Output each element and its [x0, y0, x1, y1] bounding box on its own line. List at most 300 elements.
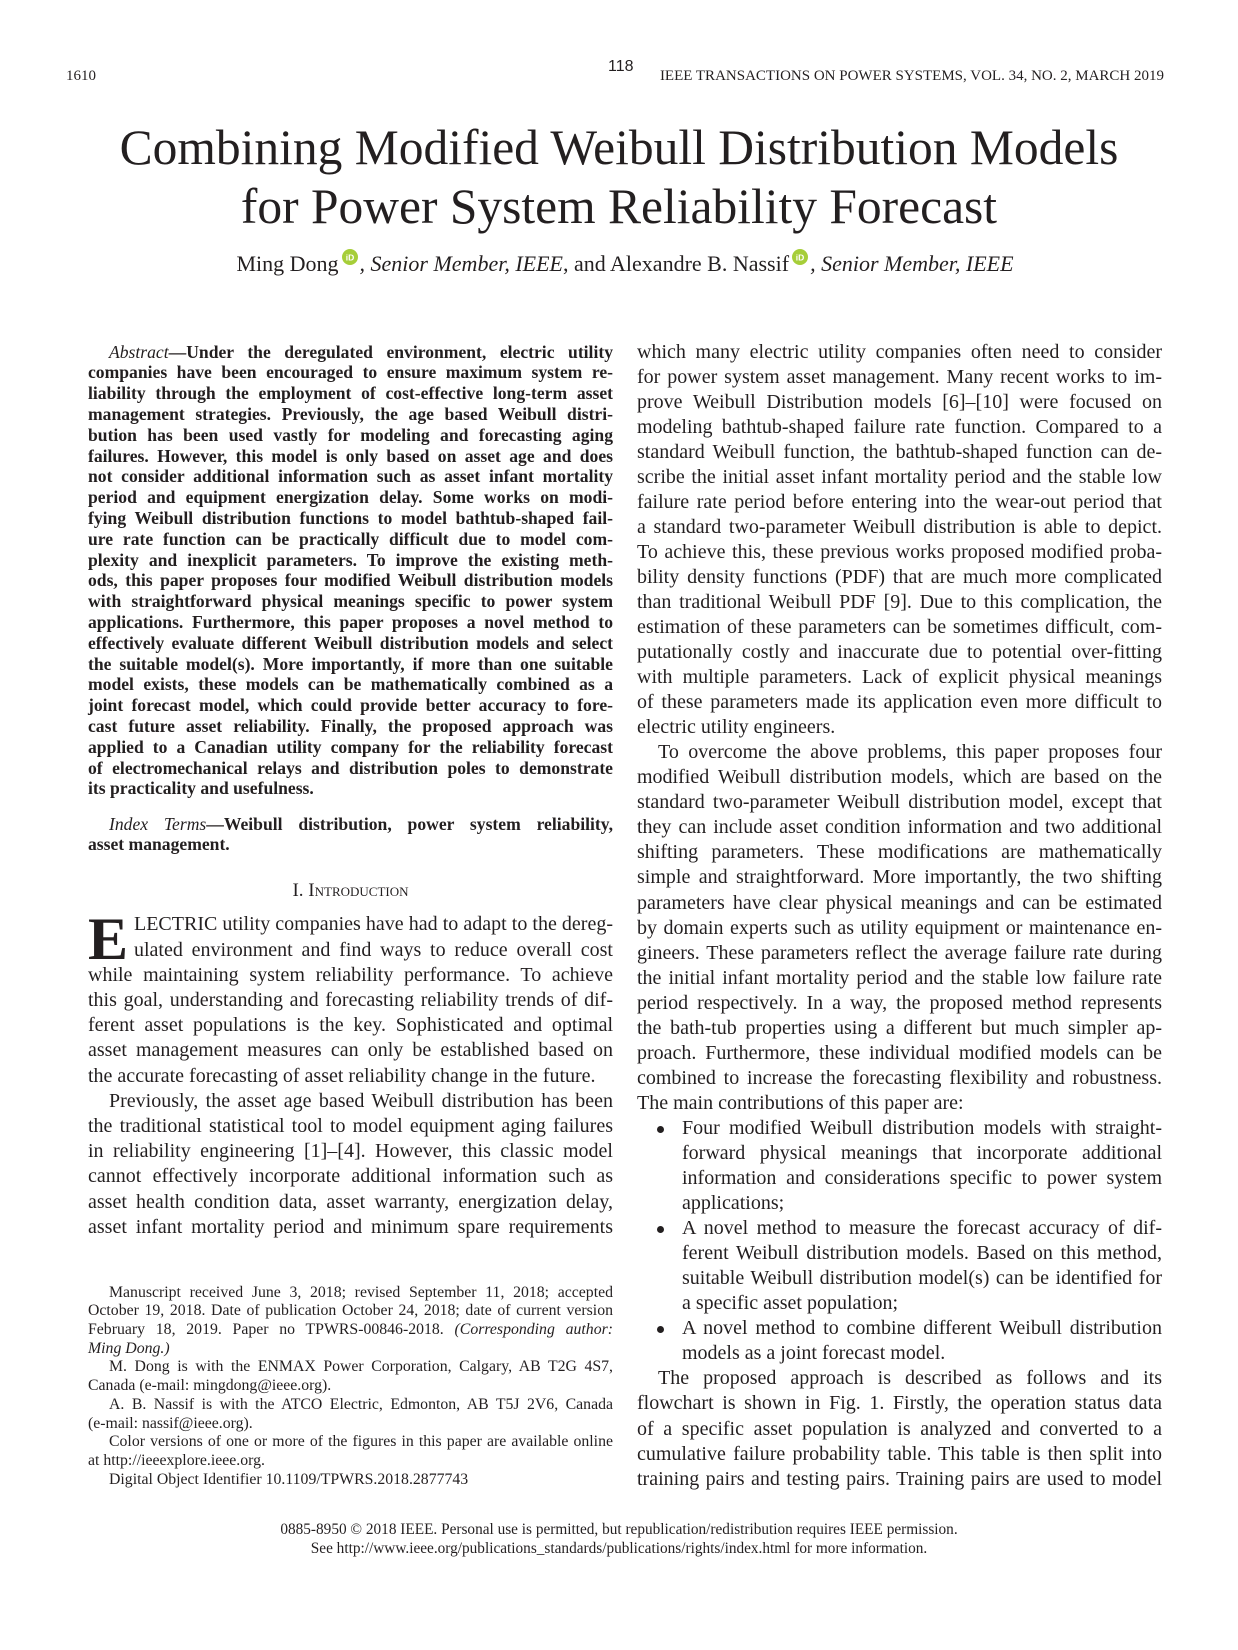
text-line: [88, 1321, 613, 1340]
author-line: [0, 249, 1238, 277]
line-content: [637, 1017, 1162, 1039]
line-content: [88, 633, 613, 653]
text-line: [637, 815, 1162, 840]
line-text: combined to increase the forecasting flexibility and robustness.: [637, 1066, 1162, 1089]
line-content: [88, 508, 613, 528]
text-line: [637, 1417, 1162, 1442]
line-text: flowchart is shown in Fig. 1. Firstly, the operation status data: [637, 1392, 1162, 1415]
author-membership: , Senior Member, IEEE: [810, 251, 1014, 276]
text-line: [637, 565, 1162, 590]
paragraph: [88, 1396, 613, 1433]
line-content: [88, 834, 230, 854]
text-line: [88, 778, 613, 799]
line-content: [682, 1292, 898, 1314]
line-text: To achieve this, these previous works proposed modified proba-: [637, 540, 1162, 563]
text-line: [637, 515, 1162, 540]
line-text: suitable Weibull distribution model(s) can be identified for: [682, 1267, 1162, 1290]
line-content: [88, 695, 613, 715]
line-text: while maintaining system reliability performance. To achieve: [88, 963, 613, 986]
text-line: [637, 1091, 1162, 1116]
bullet-icon: [657, 1126, 664, 1133]
text-line: [637, 740, 1162, 765]
line-content: [637, 616, 1162, 638]
line-content: [637, 816, 1162, 838]
line-text: cannot effectively incorporate additional information such as: [88, 1165, 613, 1188]
text-line: [682, 1166, 1162, 1191]
line-content: [637, 942, 1162, 964]
text-line: [88, 1415, 613, 1434]
text-line: [637, 665, 1162, 690]
svg-text:iD: iD: [795, 252, 805, 263]
line-content: [682, 1342, 945, 1364]
bullet-item: [637, 1216, 1162, 1316]
line-content: [88, 487, 613, 507]
line-text: failures. However, this model is only based on asset age and does: [88, 445, 613, 466]
line-content: [682, 1217, 1162, 1239]
line-content: [637, 466, 1162, 488]
line-text: training pairs and testing pairs. Training pairs are used to model: [637, 1467, 1162, 1490]
title-line: for Power System Reliability Forecast: [240, 179, 998, 234]
line-text: —Under the deregulated environment, electric utility: [168, 341, 613, 362]
line-content: [637, 516, 1162, 538]
line-content: [88, 1452, 265, 1469]
line-content: [637, 491, 1162, 513]
line-text: companies have been encouraged to ensure maximum system re-: [88, 362, 613, 383]
text-line: [88, 1433, 613, 1452]
line-text: putationally costly and inaccurate due to potential over-fitting: [637, 641, 1162, 664]
text-line: [637, 966, 1162, 991]
drop-cap: E: [88, 906, 129, 973]
svg-text:iD: iD: [345, 252, 354, 263]
line-text: simple and straightforward. More importantly, the two shifting: [637, 866, 1162, 889]
line-text: its practicality and usefulness.: [88, 778, 314, 799]
line-text: forward physical meanings that incorporate additional: [682, 1142, 1162, 1164]
text-line: [88, 1064, 613, 1089]
line-content: [637, 791, 1162, 813]
line-content: [637, 967, 1162, 989]
line-content: [637, 1418, 1162, 1440]
text-line: [637, 865, 1162, 890]
text-line: [88, 737, 613, 758]
author-conjunction: , and: [562, 251, 611, 276]
line-text: than traditional Weibull PDF [9]. Due to this complication, the: [637, 590, 1162, 613]
line-content: [88, 404, 613, 424]
line-content: [134, 939, 613, 961]
line-text: gineers. These parameters reflect the average failure rate during: [637, 941, 1162, 964]
line-content: [637, 992, 1162, 1014]
text-line: [88, 383, 613, 404]
line-text: February 18, 2019. Paper no TPWRS-00846-2018.: [88, 1321, 455, 1338]
line-text: information and considerations specific to power system: [682, 1167, 1162, 1190]
line-content: [682, 1167, 1162, 1189]
line-text: a standard two-parameter Weibull distribution is able to depict.: [637, 515, 1162, 538]
text-line: [88, 938, 613, 963]
line-text: the accurate forecasting of asset reliability change in the future.: [88, 1064, 596, 1087]
orcid-icon[interactable]: [342, 249, 358, 265]
text-line: [637, 941, 1162, 966]
line-text: estimation of these parameters can be sometimes difficult, com-: [637, 616, 1162, 639]
text-line: [88, 963, 613, 988]
archive-page-number: 118: [608, 58, 634, 75]
line-content: [88, 654, 613, 674]
paragraph: [637, 340, 1162, 741]
text-line: [682, 1216, 1162, 1241]
line-content: [88, 570, 613, 590]
index-terms: [88, 814, 613, 856]
text-line: [88, 425, 613, 446]
abstract: [88, 342, 613, 800]
line-text: plexity and inexplicit parameters. To improve the existing meth-: [88, 549, 613, 570]
paragraph: [88, 814, 613, 856]
label: Abstract: [109, 341, 169, 362]
line-text: asset management measures can only be established based on: [88, 1039, 613, 1062]
line-content: [637, 541, 1162, 563]
line-content: [637, 341, 1162, 363]
line-text: fying Weibull distribution functions to model bathtub-shaped fail-: [88, 507, 613, 528]
line-content: [637, 1092, 964, 1114]
line-content: [88, 674, 613, 694]
line-text: M. Dong is with the ENMAX Power Corporation, Calgary, AB T2G 4S7,: [109, 1358, 613, 1376]
line-content: [109, 1090, 613, 1112]
line-text: October 19, 2018. Date of publication October 24, 2018; date of current version: [88, 1302, 613, 1320]
paragraph: [637, 1366, 1162, 1491]
line-content: [637, 716, 835, 738]
line-text: ure rate function can be practically difficult due to model com-: [88, 528, 613, 549]
line-content: [637, 917, 1162, 939]
label: Index Terms: [109, 813, 207, 834]
line-text: the suitable model(s). More importantly, if more than one suitable: [88, 653, 613, 674]
line-content: [88, 1377, 331, 1394]
line-text: applications;: [682, 1192, 785, 1215]
title-line: Combining Modified Weibull Distribution Models: [119, 120, 1119, 175]
text-line: [88, 1190, 613, 1215]
line-content: [109, 1358, 613, 1375]
line-text: Previously, the asset age based Weibull distribution has been: [109, 1089, 613, 1112]
line-text: LECTRIC utility companies have had to adapt to the dereg-: [134, 913, 613, 936]
line-text: bility density functions (PDF) that are much more complicated: [637, 565, 1162, 588]
text-line: [88, 695, 613, 716]
text-line: [637, 1366, 1162, 1391]
text-line: [637, 690, 1162, 715]
line-content: [88, 612, 613, 632]
copyright-line: 0885-8950 © 2018 IEEE. Personal use is permitted, but republication/redistribution requires IEEE permission.: [280, 1521, 958, 1538]
line-text: which many electric utility companies often need to consider: [637, 340, 1162, 363]
line-content: [88, 1191, 613, 1213]
text-line: [682, 1341, 1162, 1366]
line-text: applications. Furthermore, this paper proposes a novel method to: [88, 611, 613, 632]
text-line: [88, 674, 613, 695]
line-text: To overcome the above problems, this paper proposes four: [658, 741, 1162, 764]
text-line: [682, 1316, 1162, 1341]
text-line: [88, 912, 613, 937]
text-line: [88, 1284, 613, 1303]
line-content: [109, 342, 613, 362]
line-content: [109, 1433, 613, 1450]
text-line: [88, 1358, 613, 1377]
text-line: [637, 790, 1162, 815]
text-line: [88, 1089, 613, 1114]
text-line: [88, 446, 613, 467]
italic-text: (Corresponding author:: [454, 1321, 613, 1338]
line-text: A novel method to combine different Weibull distribution: [682, 1317, 1162, 1340]
line-content: [637, 366, 1162, 388]
line-content: [682, 1242, 1162, 1264]
text-line: [637, 465, 1162, 490]
line-text: scribe the initial asset infant mortality period and the stable low: [637, 465, 1162, 488]
line-content: [134, 913, 613, 935]
text-line: [637, 891, 1162, 916]
text-line: [88, 1114, 613, 1139]
line-text: asset management.: [88, 834, 230, 855]
line-content: [88, 716, 613, 736]
text-line: [637, 715, 1162, 740]
line-text: by domain experts such as utility equipment or maintenance en-: [637, 916, 1162, 939]
line-content: [88, 1140, 613, 1162]
text-line: [88, 591, 613, 612]
line-content: [637, 841, 1162, 863]
text-line: [637, 590, 1162, 615]
line-content: [637, 766, 1162, 788]
text-line: [682, 1241, 1162, 1266]
text-line: [637, 991, 1162, 1016]
line-text: asset infant mortality period and minimum spare requirements: [88, 1215, 613, 1238]
text-line: [637, 765, 1162, 790]
line-text: this goal, understanding and forecasting reliability trends of dif-: [88, 989, 613, 1011]
copyright-line: See http://www.ieee.org/publications_standards/publications/rights/index.html for more information.: [310, 1540, 928, 1557]
line-text: the traditional statistical tool to model equipment aging failures: [88, 1115, 613, 1138]
line-content: [88, 1340, 170, 1357]
text-line: [637, 415, 1162, 440]
paragraph: [88, 1471, 613, 1490]
line-text: period respectively. In a way, the proposed method represents: [637, 991, 1162, 1014]
paragraph: [88, 1433, 613, 1470]
line-text: The proposed approach is described as follows and its: [658, 1367, 1162, 1390]
text-line: [88, 570, 613, 591]
line-content: [88, 1014, 613, 1036]
line-content: [88, 446, 613, 466]
line-text: the initial infant mortality period and the stable low failure rate: [637, 966, 1162, 989]
text-line: [637, 1391, 1162, 1416]
line-text: of these parameters made its application even more difficult to: [637, 691, 1162, 714]
paragraph: [88, 342, 613, 800]
text-line: [88, 362, 613, 383]
line-content: [88, 1115, 613, 1137]
text-line: [88, 1340, 613, 1359]
bullet-icon: [657, 1326, 664, 1333]
paragraph: [88, 1358, 613, 1395]
line-text: applied to a Canadian utility company for the reliability forecast: [88, 736, 613, 757]
text-line: [88, 487, 613, 508]
line-content: [88, 591, 613, 611]
page-number: 1610: [66, 68, 96, 84]
line-content: [88, 778, 314, 798]
line-text: for power system asset management. Many recent works to im-: [637, 365, 1162, 388]
line-content: [658, 1367, 1162, 1389]
line-text: electric utility engineers.: [637, 716, 836, 739]
text-line: [637, 640, 1162, 665]
line-text: Manuscript received June 3, 2018; revised September 11, 2018; accepted: [109, 1283, 613, 1301]
text-line: [88, 716, 613, 737]
bullet-item: [637, 1116, 1162, 1216]
line-content: [109, 1396, 613, 1413]
line-content: [88, 529, 613, 549]
line-text: Canada (e-mail: mingdong@ieee.org).: [88, 1377, 332, 1395]
line-content: [88, 1415, 253, 1432]
text-line: [88, 654, 613, 675]
paragraph: [637, 740, 1162, 1116]
paragraph: [88, 1089, 613, 1240]
line-text: A novel method to measure the forecast accuracy of dif-: [682, 1217, 1162, 1240]
text-line: [637, 1066, 1162, 1091]
line-content: [637, 1468, 1162, 1490]
line-text: the bath-tub properties using a different but much simpler ap-: [637, 1016, 1162, 1039]
text-line: [88, 1013, 613, 1038]
line-content: [109, 1284, 613, 1301]
text-line: [88, 612, 613, 633]
line-content: [88, 383, 613, 403]
line-content: [637, 566, 1162, 588]
line-content: [682, 1142, 1162, 1164]
text-line: [88, 1471, 613, 1490]
line-text: of a specific asset population is analyzed and converted to a: [637, 1417, 1162, 1440]
line-text: prove Weibull Distribution models [6]–[10] were focused on: [637, 390, 1162, 413]
author-name: Alexandre B. Nassif: [610, 251, 790, 276]
line-content: [109, 814, 613, 834]
text-line: [88, 1396, 613, 1415]
line-content: [88, 1216, 613, 1238]
text-line: [637, 840, 1162, 865]
text-line: [88, 466, 613, 487]
text-line: [88, 758, 613, 779]
line-text: ods, this paper proposes four modified Weibull distribution models: [88, 570, 613, 591]
line-text: management strategies. Previously, the age based Weibull distri-: [88, 403, 613, 424]
text-line: [637, 916, 1162, 941]
line-text: not consider additional information such as asset infant mortality: [88, 466, 613, 487]
text-line: [682, 1141, 1162, 1166]
line-content: [88, 425, 613, 445]
text-line: [637, 540, 1162, 565]
line-text: parameters have clear physical meanings and can be estimated: [637, 891, 1162, 914]
text-line: [88, 508, 613, 529]
italic-text: Ming Dong.): [88, 1339, 170, 1357]
text-line: [88, 1452, 613, 1471]
text-line: [88, 550, 613, 571]
line-text: with multiple parameters. Lack of explicit physical meanings: [637, 666, 1162, 689]
section-heading-introduction: I. Introduction: [292, 880, 409, 901]
text-line: [637, 365, 1162, 390]
line-content: [682, 1192, 784, 1214]
author-name: Ming Dong: [236, 251, 339, 276]
text-line: [637, 390, 1162, 415]
line-content: [658, 741, 1162, 763]
text-line: [682, 1291, 1162, 1316]
line-text: A. B. Nassif is with the ATCO Electric, Edmonton, AB T5J 2V6, Canada: [109, 1395, 613, 1413]
text-line: [637, 440, 1162, 465]
line-text: bution has been used vastly for modeling and forecasting aging: [88, 424, 613, 445]
introduction-body-right: [637, 340, 1162, 1492]
line-content: [88, 550, 613, 570]
line-text: Digital Object Identifier 10.1109/TPWRS.2018.2877743: [109, 1470, 469, 1488]
line-text: cast future asset reliability. Finally, the proposed approach was: [88, 715, 613, 736]
line-content: [88, 1039, 613, 1061]
orcid-icon[interactable]: [792, 249, 808, 265]
line-text: cumulative failure probability table. This table is then split into: [637, 1442, 1162, 1465]
line-text: (e-mail: nassif@ieee.org).: [88, 1414, 253, 1432]
line-text: failure rate period before entering into the wear-out period that: [637, 490, 1162, 513]
line-text: —Weibull distribution, power system reliability,: [206, 813, 613, 834]
text-line: [637, 1467, 1162, 1492]
line-content: [637, 691, 1162, 713]
paragraph: [88, 906, 613, 1088]
text-line: [682, 1116, 1162, 1141]
text-line: [88, 834, 613, 855]
line-content: [88, 1065, 596, 1087]
line-content: [682, 1267, 1162, 1289]
author-membership: , Senior Member, IEEE: [359, 251, 563, 276]
line-text: The main contributions of this paper are:: [637, 1091, 964, 1114]
line-content: [88, 758, 613, 778]
text-line: [88, 988, 613, 1013]
line-text: models as a joint forecast model.: [682, 1342, 946, 1365]
text-line: [637, 1041, 1162, 1066]
text-line: [637, 615, 1162, 640]
text-line: [88, 633, 613, 654]
line-content: [637, 416, 1162, 438]
text-line: [88, 342, 613, 363]
line-text: proach. Furthermore, these individual modified models can be: [637, 1041, 1162, 1064]
line-text: of electromechanical relays and distribution poles to demonstrate: [88, 757, 613, 778]
line-text: ferent asset populations is the key. Sophisticated and optimal: [88, 1014, 613, 1037]
text-line: [682, 1191, 1162, 1216]
line-content: [88, 466, 613, 486]
copyright-notice: [0, 1520, 1238, 1558]
line-content: [88, 1165, 613, 1187]
line-text: standard two-parameter Weibull distribution model, except that: [637, 791, 1162, 814]
line-text: Four modified Weibull distribution models with straight-: [682, 1116, 1162, 1139]
paragraph: [88, 1284, 613, 1359]
line-text: period and equipment energization delay. Some works on modi-: [88, 487, 613, 508]
text-line: [88, 1302, 613, 1321]
journal-running-header: IEEE TRANSACTIONS ON POWER SYSTEMS, VOL. 34, NO. 2, MARCH 2019: [659, 68, 1164, 84]
line-content: [88, 1321, 613, 1338]
text-line: [88, 404, 613, 425]
line-text: with straightforward physical meanings specific to power system: [88, 591, 613, 612]
line-text: asset health condition data, asset warranty, energization delay,: [88, 1190, 613, 1213]
line-text: ulated environment and find ways to reduce overall cost: [134, 938, 613, 961]
text-line: [637, 490, 1162, 515]
line-text: effectively evaluate different Weibull distribution models and select: [88, 632, 613, 653]
line-content: [682, 1317, 1162, 1339]
line-content: [637, 1042, 1162, 1064]
line-content: [637, 892, 1162, 914]
line-content: [637, 666, 1162, 688]
line-text: a specific asset population;: [682, 1292, 899, 1315]
text-line: [88, 1377, 613, 1396]
line-text: they can include asset condition information and two additional: [637, 816, 1162, 839]
line-text: in reliability engineering [1]–[4]. However, this classic model: [88, 1140, 613, 1163]
line-content: [637, 391, 1162, 413]
line-text: at http://ieeexplore.ieee.org.: [88, 1451, 265, 1469]
line-content: [88, 737, 613, 757]
text-line: [637, 1016, 1162, 1041]
line-content: [88, 1302, 613, 1319]
line-content: [637, 1443, 1162, 1465]
line-content: [637, 641, 1162, 663]
line-text: Color versions of one or more of the figures in this paper are available online: [109, 1433, 613, 1451]
paper-title: [0, 118, 1238, 236]
line-content: [88, 989, 613, 1011]
text-line: [88, 814, 613, 835]
